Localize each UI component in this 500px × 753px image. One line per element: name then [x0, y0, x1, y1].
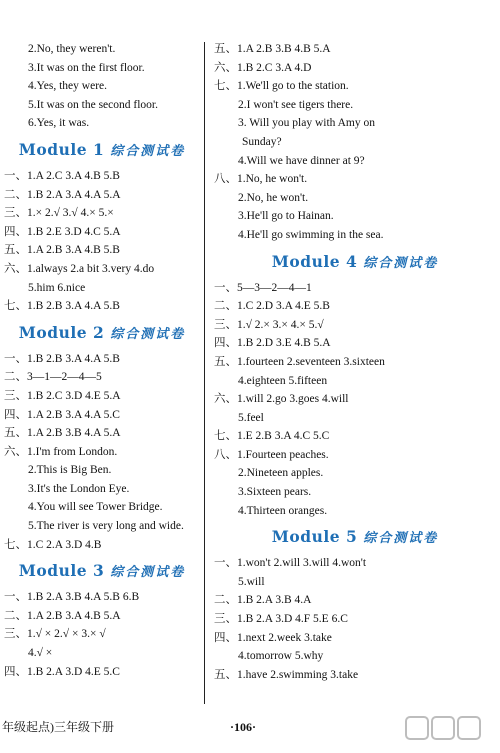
- answer-line: 三、1.√ 2.× 3.× 4.× 5.√: [214, 318, 324, 331]
- answer-line: 五、1.have 2.swimming 3.take: [214, 668, 359, 681]
- answer-line: 四、1.B 2.A 3.D 4.E 5.C: [4, 665, 120, 678]
- answer-line: 3.It's the London Eye.: [28, 482, 130, 495]
- column-divider: [204, 42, 205, 704]
- module-heading-title: Module 2: [18, 322, 105, 342]
- footer-book-title: 年级起点)三年级下册: [2, 720, 114, 734]
- left-column: [4, 40, 200, 681]
- answer-line: 2.I won't see tigers there.: [238, 98, 354, 111]
- answer-line: 七、1.E 2.B 3.A 4.C 5.C: [214, 430, 330, 443]
- answer-line: 七、1.B 2.B 3.A 4.A 5.B: [4, 300, 120, 313]
- answer-line: 四、1.B 2.E 3.D 4.C 5.A: [4, 225, 121, 238]
- answer-line: 2.No, they weren't.: [28, 43, 116, 55]
- answer-line: 四、1.B 2.D 3.E 4.B 5.A: [214, 337, 331, 350]
- answer-line: 五、1.fourteen 2.seventeen 3.sixteen: [214, 355, 385, 368]
- answer-line: 二、1.C 2.D 3.A 4.E 5.B: [214, 300, 330, 313]
- module-heading: [214, 520, 496, 554]
- answer-line: 六、1.I'm from London.: [4, 445, 118, 458]
- answer-line: 4.Will we have dinner at 9?: [238, 154, 365, 167]
- module-heading-subtitle: 综合测试卷: [363, 255, 439, 271]
- answer-line: 4.He'll go swimming in the sea.: [238, 228, 384, 241]
- module-heading-title: Module 1: [18, 139, 105, 159]
- answer-line: 5.The river is very long and wide.: [28, 520, 184, 533]
- answer-line: 5.him 6.nice: [28, 281, 86, 294]
- watermark-logo: [404, 714, 494, 750]
- answer-line: 五、1.A 2.B 3.B 4.A 5.A: [4, 427, 121, 440]
- answer-line: 六、1.always 2.a bit 3.very 4.do: [4, 262, 155, 275]
- module-heading-subtitle: 综合测试卷: [363, 531, 439, 547]
- answer-line: 二、3—1—2—4—5: [4, 371, 102, 384]
- answer-line: 五、1.A 2.B 3.A 4.B 5.B: [4, 244, 120, 257]
- answer-line: 3. Will you play with Amy on: [238, 117, 376, 130]
- answer-line: 4.eighteen 5.fifteen: [238, 374, 328, 387]
- right-column: [214, 40, 496, 684]
- answer-line: 三、1.B 2.A 3.D 4.F 5.E 6.C: [214, 613, 348, 626]
- answer-line: 一、1.won't 2.will 3.will 4.won't: [214, 557, 367, 570]
- answer-line: 4.You will see Tower Bridge.: [28, 501, 163, 514]
- answer-line: 二、1.B 2.A 3.B 4.A: [214, 594, 312, 607]
- answer-line: 二、1.B 2.A 3.A 4.A 5.A: [4, 188, 121, 201]
- answer-line: 2.No, he won't.: [238, 191, 309, 204]
- module-heading: [4, 554, 200, 588]
- answer-line: 2.This is Big Ben.: [28, 464, 112, 477]
- answer-line: 三、1.√ × 2.√ × 3.× √: [4, 628, 106, 641]
- answer-line: 5.feel: [238, 411, 264, 424]
- answer-line: 3.It was on the first floor.: [28, 61, 145, 74]
- answer-line: 一、1.A 2.C 3.A 4.B 5.B: [4, 169, 120, 182]
- module-heading-subtitle: 综合测试卷: [110, 326, 186, 342]
- page-number: ·106·: [230, 720, 257, 734]
- module-heading-title: Module 3: [18, 561, 105, 581]
- answer-line: 一、1.B 2.A 3.B 4.A 5.B 6.B: [4, 591, 140, 604]
- answer-line: 七、1.C 2.A 3.D 4.B: [4, 538, 102, 551]
- answer-line: 4.Yes, they were.: [28, 80, 108, 93]
- answer-line: 一、5—3—2—4—1: [214, 281, 312, 294]
- answer-line: 八、1.Fourteen peaches.: [214, 448, 329, 461]
- answer-line: 5.will: [238, 575, 265, 588]
- answer-line: 4.tomorrow 5.why: [238, 650, 324, 663]
- module-heading-title: Module 4: [271, 251, 358, 271]
- module-heading: [4, 133, 200, 167]
- answer-line: 6.Yes, it was.: [28, 117, 90, 130]
- answer-line: 八、1.No, he won't.: [214, 173, 308, 186]
- answer-line: 4.√ ×: [28, 647, 53, 660]
- module-heading-title: Module 5: [271, 527, 358, 547]
- answer-line: Sunday?: [242, 135, 282, 148]
- answer-line: 六、1.will 2.go 3.goes 4.will: [214, 393, 349, 406]
- answer-line: 二、1.A 2.B 3.A 4.B 5.A: [4, 609, 121, 622]
- module-heading-subtitle: 综合测试卷: [110, 565, 186, 581]
- answer-line: 五、1.A 2.B 3.B 4.B 5.A: [214, 43, 331, 55]
- answer-line: 2.Nineteen apples.: [238, 467, 324, 480]
- answer-line: 4.Thirteen oranges.: [238, 504, 328, 517]
- answer-line: 3.Sixteen pears.: [238, 486, 312, 499]
- module-heading: [4, 316, 200, 350]
- answer-line: 三、1.× 2.√ 3.√ 4.× 5.×: [4, 207, 114, 220]
- answer-line: 3.He'll go to Hainan.: [238, 210, 334, 223]
- answer-line: 四、1.A 2.B 3.A 4.A 5.C: [4, 408, 120, 421]
- answer-line: 六、1.B 2.C 3.A 4.D: [214, 61, 312, 74]
- module-heading-subtitle: 综合测试卷: [110, 143, 186, 159]
- module-heading: [214, 245, 496, 279]
- answer-line: 三、1.B 2.C 3.D 4.E 5.A: [4, 389, 121, 402]
- answer-line: 七、1.We'll go to the station.: [214, 80, 349, 93]
- answer-line: 四、1.next 2.week 3.take: [214, 631, 332, 644]
- answer-line: 一、1.B 2.B 3.A 4.A 5.B: [4, 352, 120, 365]
- answer-line: 5.It was on the second floor.: [28, 98, 158, 111]
